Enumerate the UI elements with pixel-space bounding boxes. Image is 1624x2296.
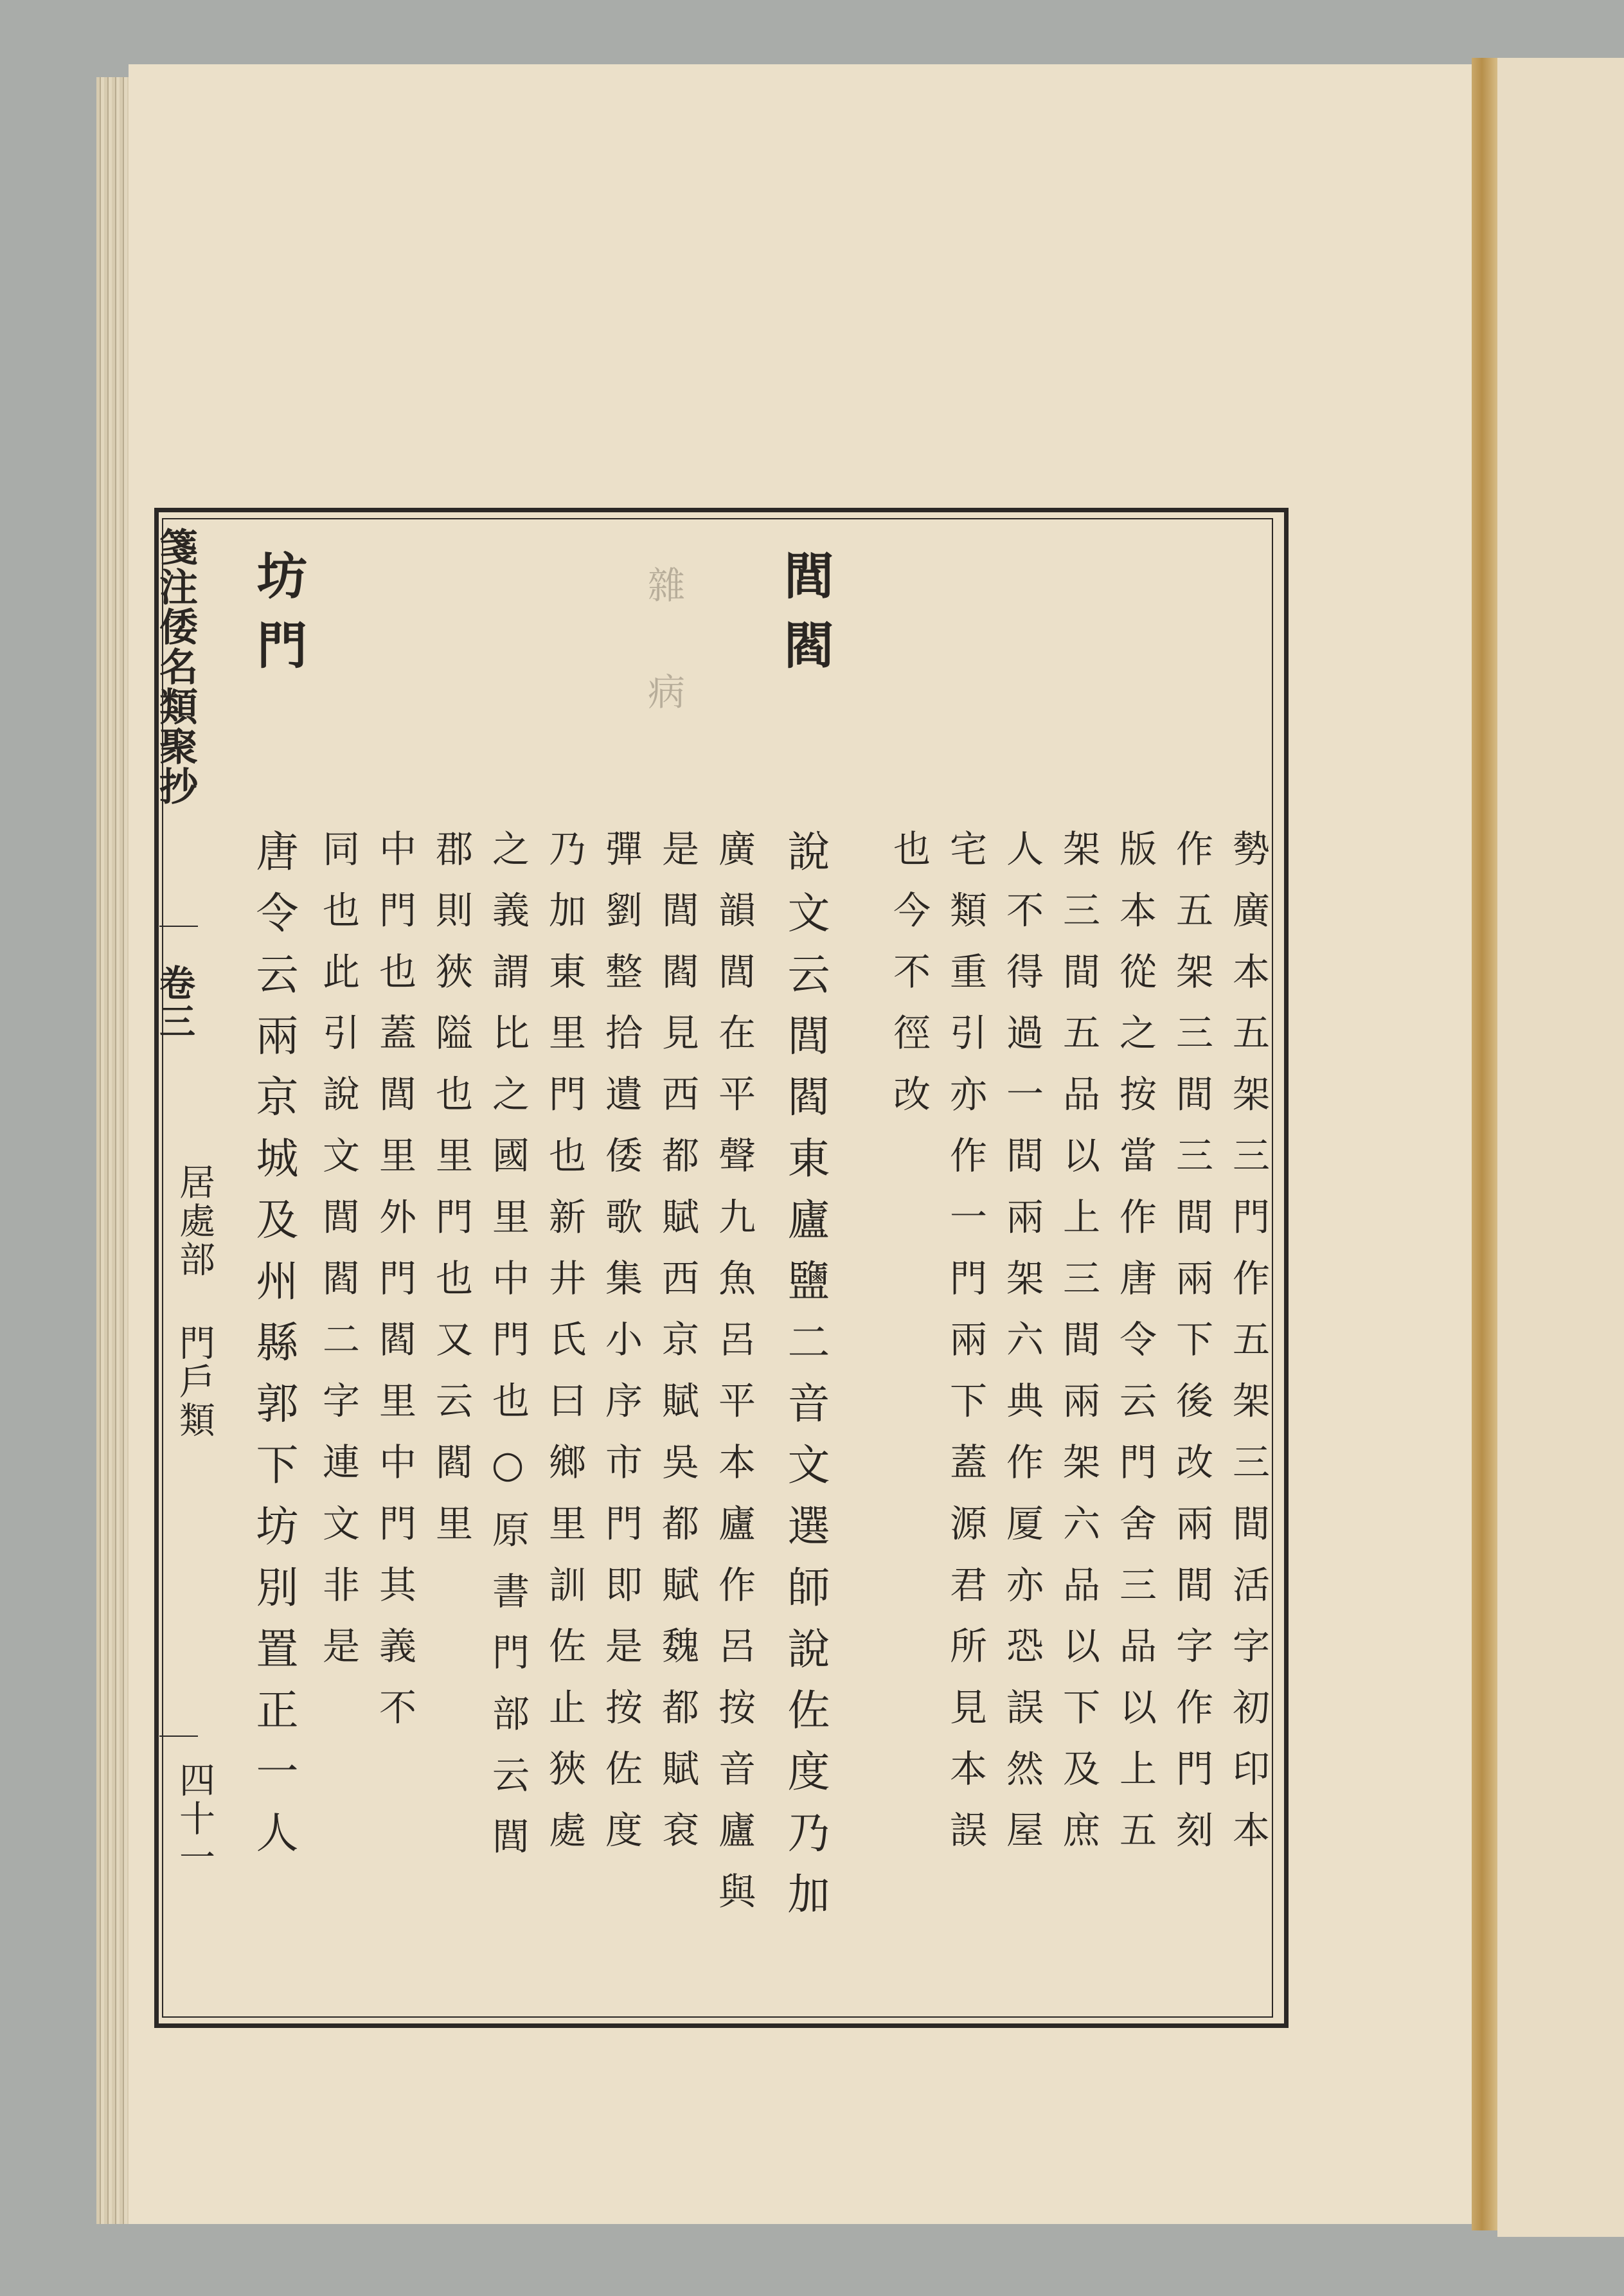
- entry-body-line: 同也此引說文閭閻二字連文非是: [316, 829, 360, 1688]
- text-column: 人不得過一間兩架六典作厦亦恐誤然屋: [1000, 829, 1044, 1872]
- section-label: 居處部: [174, 1163, 215, 1279]
- text-column: 版本從之按當作唐令云門舍三品以上五: [1113, 829, 1157, 1872]
- entry-heading: 閭閻: [776, 550, 834, 688]
- book-title: 箋注倭名類聚抄: [153, 527, 198, 806]
- bleed-through-text: 雜 病: [641, 566, 685, 722]
- entry-heading: 坊門: [249, 550, 307, 688]
- text-column: 宅類重引亦作一門兩下蓋源君所見本誤: [943, 829, 987, 1872]
- margin-rule: [159, 926, 198, 927]
- page-number: 四十一: [174, 1761, 215, 1877]
- entry-body-line: 是閭閻見西都賦西京賦吳都賦魏都賦袞: [656, 829, 699, 1872]
- text-column: 勢廣本五架三門作五架三間活字初印本: [1226, 829, 1270, 1872]
- entry-body-line: 郡則狹隘也里門也又云閻里: [429, 829, 473, 1565]
- entry-body-line: 彈劉整拾遺倭歌集小序市門即是按佐度: [599, 829, 643, 1872]
- entry-body-line: 說文云閭閻東廬鹽二音文選師說佐度乃加: [780, 829, 830, 1933]
- margin-rule: [159, 1735, 198, 1737]
- text-column: 作五架三間三間兩下後改兩間字作門刻: [1170, 829, 1213, 1872]
- entry-body-line: 中門也蓋閭里外門閻里中門其義不: [373, 829, 416, 1749]
- volume-label: 卷三: [154, 964, 196, 1041]
- entry-body-line: 之義謂比之國里中門也○原書門部云閭: [486, 829, 530, 1878]
- category-label: 門戶類: [174, 1324, 215, 1440]
- text-column: 架三間五品以上三間兩架六品以下及庶: [1057, 829, 1100, 1872]
- entry-body-line: 廣韻閭在平聲九魚呂平本廬作呂按音廬與: [712, 829, 756, 1933]
- entry-body-line: 乃加東里門也新井氏曰鄉里訓佐止狹處: [542, 829, 586, 1872]
- entry-body-line: 唐令云兩京城及州縣郭下坊別置正一人: [249, 829, 298, 1872]
- text-column: 也今不徑改: [887, 829, 931, 1136]
- right-page-edge: [1497, 58, 1624, 2237]
- book-gutter: [1472, 58, 1497, 2230]
